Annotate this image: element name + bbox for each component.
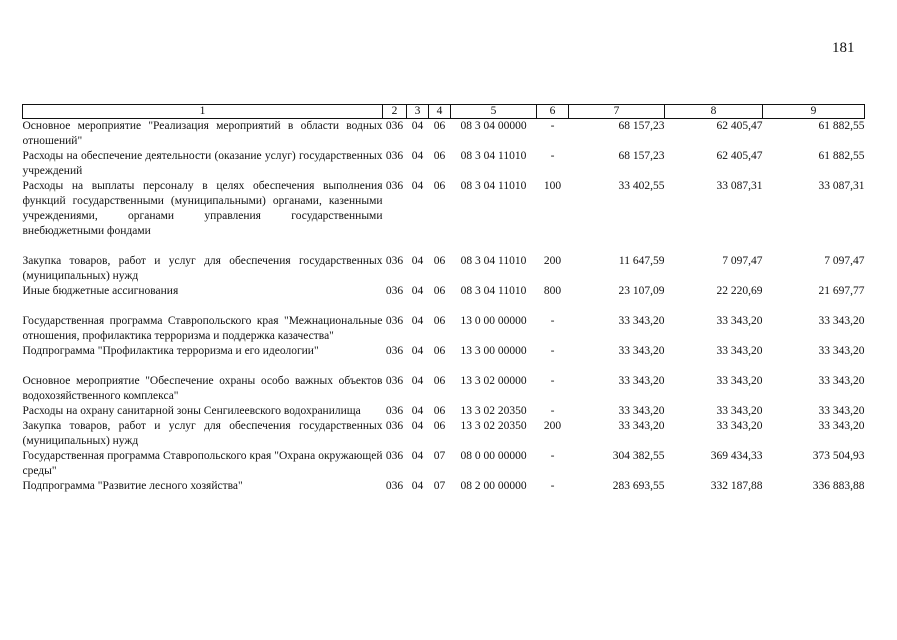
column-header: 3: [407, 105, 429, 119]
spacer-cell: [23, 359, 865, 374]
amount-year-2: 62 405,47: [716, 120, 763, 132]
item-name: Подпрограмма "Развитие лесного хозяйства": [22, 480, 243, 492]
spacer-cell: [23, 299, 865, 314]
amount-year-2: 33 343,20: [716, 420, 763, 432]
item-name: Расходы на охрану санитарной зоны Сенгилеевского водохранилища: [22, 405, 361, 417]
subsection-code: 06: [433, 405, 446, 417]
item-name: Расходы на обеспечение деятельности (оказание услуг) государственных учреждений: [22, 150, 383, 177]
subsection-code: 06: [433, 375, 446, 387]
amount-year-2: 33 343,20: [716, 375, 763, 387]
target-article-code: 13 3 00 00000: [460, 345, 527, 357]
page-number: 181: [832, 40, 855, 56]
amount-year-2: 33 343,20: [716, 315, 763, 327]
table-row: [23, 479, 865, 494]
amount-year-2: 62 405,47: [716, 150, 763, 162]
column-header: 9: [763, 105, 865, 119]
section-code: 04: [411, 150, 424, 162]
table-row: [23, 419, 865, 449]
amount-year-1: 68 157,23: [618, 120, 665, 132]
amount-year-3: 336 883,88: [812, 480, 865, 492]
amount-year-2: 332 187,88: [710, 480, 763, 492]
amount-year-1: 33 343,20: [618, 345, 665, 357]
budget-table: [22, 104, 865, 494]
table-row: [23, 284, 865, 299]
table-header-row: [23, 105, 865, 119]
ministry-code: 036: [385, 375, 404, 387]
ministry-code: 036: [385, 255, 404, 267]
amount-year-1: 11 647,59: [618, 255, 665, 267]
expense-type-code: 100: [543, 180, 562, 192]
amount-year-3: 61 882,55: [818, 150, 865, 162]
ministry-code: 036: [385, 450, 404, 462]
column-header: 5: [451, 105, 537, 119]
amount-year-2: 7 097,47: [722, 255, 763, 267]
column-header: 8: [665, 105, 763, 119]
expense-type-code: -: [550, 375, 555, 387]
subsection-code: 06: [433, 345, 446, 357]
section-code: 04: [411, 315, 424, 327]
item-name: Закупка товаров, работ и услуг для обеспечения государственных (муниципальных) нужд: [22, 420, 383, 447]
subsection-code: 07: [433, 480, 446, 492]
ministry-code: 036: [385, 120, 404, 132]
amount-year-3: 33 343,20: [818, 375, 865, 387]
section-code: 04: [411, 345, 424, 357]
table-body: [23, 119, 865, 495]
table-row: [23, 314, 865, 344]
expense-type-code: 200: [543, 255, 562, 267]
amount-year-1: 23 107,09: [618, 285, 665, 297]
expense-type-code: -: [550, 315, 555, 327]
target-article-code: 08 3 04 11010: [460, 285, 527, 297]
amount-year-2: 33 087,31: [716, 180, 763, 192]
table-row: [23, 179, 865, 239]
expense-type-code: 800: [543, 285, 562, 297]
ministry-code: 036: [385, 285, 404, 297]
amount-year-3: 33 343,20: [818, 420, 865, 432]
amount-year-2: 22 220,69: [716, 285, 763, 297]
ministry-code: 036: [385, 420, 404, 432]
expense-type-code: -: [550, 150, 555, 162]
subsection-code: 06: [433, 255, 446, 267]
item-name: Закупка товаров, работ и услуг для обеспечения государственных (муниципальных) нужд: [22, 255, 383, 282]
section-code: 04: [411, 180, 424, 192]
section-code: 04: [411, 405, 424, 417]
expense-type-code: -: [550, 450, 555, 462]
target-article-code: 13 3 02 20350: [460, 405, 527, 417]
amount-year-1: 33 402,55: [618, 180, 665, 192]
amount-year-3: 33 343,20: [818, 345, 865, 357]
section-code: 04: [411, 420, 424, 432]
amount-year-1: 33 343,20: [618, 375, 665, 387]
table-row: [23, 374, 865, 404]
target-article-code: 08 3 04 11010: [460, 180, 527, 192]
subsection-code: 07: [433, 450, 446, 462]
amount-year-1: 283 693,55: [612, 480, 665, 492]
target-article-code: 13 3 02 20350: [460, 420, 527, 432]
amount-year-2: 369 434,33: [710, 450, 763, 462]
subsection-code: 06: [433, 315, 446, 327]
subsection-code: 06: [433, 285, 446, 297]
column-header: 2: [383, 105, 407, 119]
expense-type-code: 200: [543, 420, 562, 432]
spacer-cell: [23, 239, 865, 254]
item-name: Иные бюджетные ассигнования: [22, 285, 179, 297]
ministry-code: 036: [385, 150, 404, 162]
section-code: 04: [411, 120, 424, 132]
amount-year-3: 33 343,20: [818, 315, 865, 327]
table-row: [23, 404, 865, 419]
table-row: [23, 449, 865, 479]
item-name: Основное мероприятие "Обеспечение охраны особо важных объектов водохозяйственного комплекса": [22, 375, 383, 402]
section-code: 04: [411, 285, 424, 297]
section-code: 04: [411, 480, 424, 492]
ministry-code: 036: [385, 180, 404, 192]
table-row: [23, 149, 865, 179]
item-name: Расходы на выплаты персоналу в целях обеспечения выполнения функций государственными (муниципальными) органами, казенными учреждениями, органами управления государственными внебюджетными фондами: [22, 180, 383, 237]
ministry-code: 036: [385, 405, 404, 417]
target-article-code: 08 0 00 00000: [460, 450, 527, 462]
amount-year-2: 33 343,20: [716, 405, 763, 417]
ministry-code: 036: [385, 315, 404, 327]
amount-year-3: 33 343,20: [818, 405, 865, 417]
subsection-code: 06: [433, 150, 446, 162]
expense-type-code: -: [550, 120, 555, 132]
amount-year-3: 7 097,47: [824, 255, 865, 267]
column-header: 7: [569, 105, 665, 119]
table-row: [23, 119, 865, 150]
amount-year-1: 33 343,20: [618, 420, 665, 432]
expense-type-code: -: [550, 345, 555, 357]
amount-year-1: 304 382,55: [612, 450, 665, 462]
amount-year-2: 33 343,20: [716, 345, 763, 357]
column-header: 6: [537, 105, 569, 119]
section-code: 04: [411, 450, 424, 462]
expense-type-code: -: [550, 480, 555, 492]
amount-year-3: 373 504,93: [812, 450, 865, 462]
item-name: Государственная программа Ставропольского края "Межнациональные отношения, профилактика терроризма и поддержка казачества": [22, 315, 383, 342]
section-code: 04: [411, 375, 424, 387]
target-article-code: 13 0 00 00000: [460, 315, 527, 327]
ministry-code: 036: [385, 480, 404, 492]
column-header: 4: [429, 105, 451, 119]
item-name: Государственная программа Ставропольского края "Охрана окружающей среды": [22, 450, 383, 477]
row-spacer: [23, 239, 865, 254]
target-article-code: 13 3 02 00000: [460, 375, 527, 387]
target-article-code: 08 3 04 11010: [460, 150, 527, 162]
amount-year-1: 33 343,20: [618, 405, 665, 417]
subsection-code: 06: [433, 180, 446, 192]
amount-year-3: 21 697,77: [818, 285, 865, 297]
amount-year-3: 61 882,55: [818, 120, 865, 132]
amount-year-1: 33 343,20: [618, 315, 665, 327]
ministry-code: 036: [385, 345, 404, 357]
target-article-code: 08 3 04 00000: [460, 120, 527, 132]
amount-year-3: 33 087,31: [818, 180, 865, 192]
item-name: Подпрограмма "Профилактика терроризма и его идеологии": [22, 345, 319, 357]
row-spacer: [23, 299, 865, 314]
table-row: [23, 254, 865, 284]
row-spacer: [23, 359, 865, 374]
column-header: 1: [23, 105, 383, 119]
section-code: 04: [411, 255, 424, 267]
amount-year-1: 68 157,23: [618, 150, 665, 162]
item-name: Основное мероприятие "Реализация мероприятий в области водных отношений": [22, 120, 383, 147]
target-article-code: 08 3 04 11010: [460, 255, 527, 267]
target-article-code: 08 2 00 00000: [460, 480, 527, 492]
expense-type-code: -: [550, 405, 555, 417]
subsection-code: 06: [433, 420, 446, 432]
table-row: [23, 344, 865, 359]
subsection-code: 06: [433, 120, 446, 132]
